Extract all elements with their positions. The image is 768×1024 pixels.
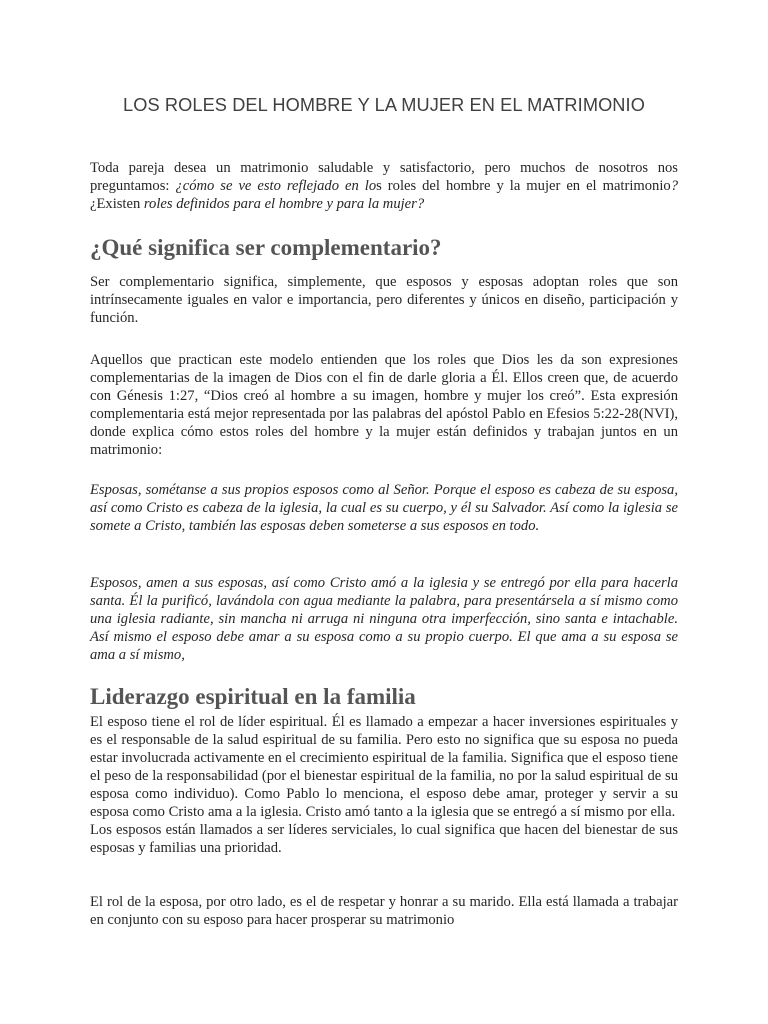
quote-esposas: Esposas, sométanse a sus propios esposos como al Señor. Porque el esposo es cabeza de su esposa, así como Cristo es cabeza de la iglesia, la cual es su cuerpo, y él su Salvador. Así como la iglesia se somete a Cristo, también las esposas deben someterse a sus esposos en todo.: [90, 482, 678, 534]
intro-text-3: s roles del hombre y la mujer en el matrimonio: [376, 178, 671, 194]
paragraph-complementario-definition: Ser complementario significa, simplemente, que esposos y esposas adoptan roles que son intrínsecamente iguales en valor e importancia, pero diferentes y únicos en diseño, participación y función.: [90, 274, 678, 326]
document-title: LOS ROLES DEL HOMBRE Y LA MUJER EN EL MATRIMONIO: [123, 95, 645, 115]
paragraph-liderazgo-serviciales: Los esposos están llamados a ser líderes serviciales, lo cual significa que hacen del bienestar de sus esposas y familias una prioridad.: [90, 822, 678, 856]
intro-question-italic: ¿cómo se ve esto reflejado en lo: [175, 178, 377, 194]
paragraph-rol-esposa: El rol de la esposa, por otro lado, es el de respetar y honrar a su marido. Ella está llamada a trabajar en conjunto con su esposo para hacer prosperar su matrimonio: [90, 894, 678, 928]
paragraph-complementario-model: Aquellos que practican este modelo entienden que los roles que Dios les da son expresiones complementarias de la imagen de Dios con el fin de darle gloria a Él. Ellos creen que, de acuerdo con Génesis 1:27, “Dios creó al hombre a su imagen, hombre y mujer los creó”. Esta expresión complementaria está mejor representada por las palabras del apóstol Pablo en Efesios 5:22-28(NVI), donde explica cómo estos roles del hombre y la mujer están definidos y trabajan juntos en un matrimonio:: [90, 352, 678, 458]
paragraph-liderazgo-esposo: [90, 713, 678, 857]
quote-esposos: Esposos, amen a sus esposas, así como Cristo amó a la iglesia y se entregó por ella para hacerla santa. Él la purificó, lavándola con agua mediante la palabra, para presentársela a sí mismo como una iglesia radiante, sin mancha ni arruga ni ninguna otra imperfección, sino santa e intachable. Así mismo el esposo debe amar a su esposa como a su propio cuerpo. El que ama a su esposa se ama a sí mismo,: [90, 575, 678, 663]
intro-question-mark: ?: [670, 178, 678, 194]
section-heading-liderazgo: Liderazgo espiritual en la familia: [90, 684, 416, 709]
section-heading-complementario: ¿Qué significa ser complementario?: [90, 235, 442, 260]
intro-text-5: ¿Existen: [90, 196, 144, 212]
intro-text-1: Toda pareja desea un matrimonio saludable y satisfactorio, pero muchos de nosotros nos preguntamos:: [90, 160, 678, 194]
paragraph-liderazgo-esposo-text: El esposo tiene el rol de líder espiritual. Él es llamado a empezar a hacer inversiones espirituales y es el responsable de la salud espiritual de su familia. Pero esto no significa que su esposa no pueda estar involucrada activamente en el crecimiento espiritual de la familia. Significa que el esposo tiene el peso de la responsabilidad (por el bienestar espiritual de la familia, no por la salud espiritual de su esposa como individuo). Como Pablo lo menciona, el esposo debe amar, proteger y servir a su esposa como Cristo ama a la iglesia. Cristo amó tanto a la iglesia que se entregó a sí mismo por ella.: [90, 714, 678, 820]
document-page: [90, 0, 678, 1024]
intro-paragraph: [90, 159, 678, 213]
intro-question-italic-2: roles definidos para el hombre y para la mujer?: [143, 196, 425, 212]
